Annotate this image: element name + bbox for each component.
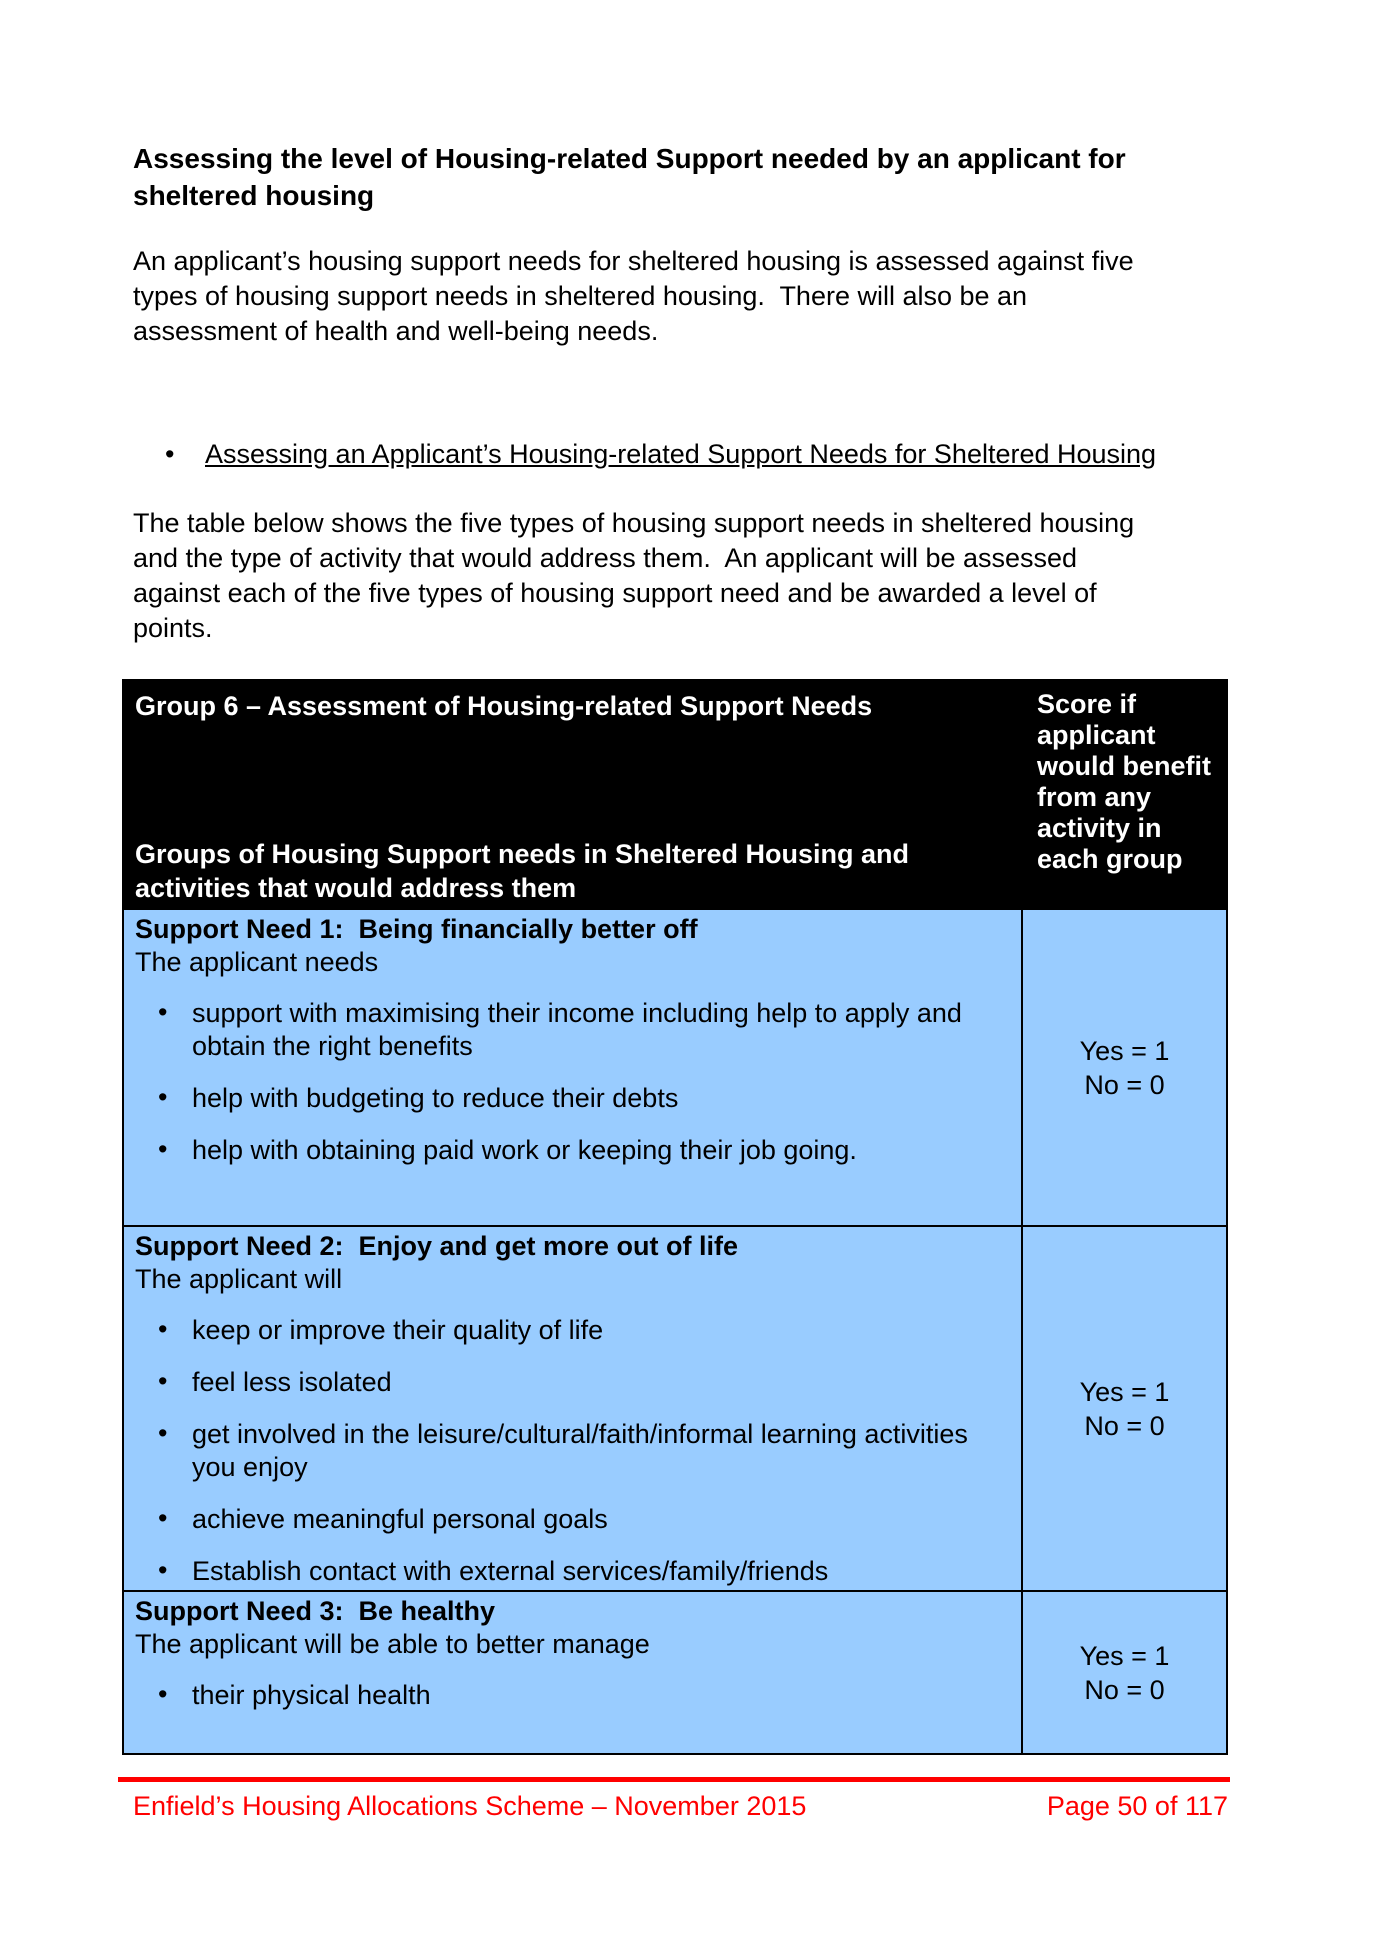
support-need-2-cell [124,1227,1023,1590]
bullet-marker-icon: • [158,1503,168,1533]
score-no: No = 0 [1084,1674,1165,1705]
score-cell [1023,1227,1226,1590]
support-need-title: Support Need 2: Enjoy and get more out of life [135,1231,739,1261]
score-cell [1023,910,1226,1225]
bullet-item [135,1555,993,1588]
table-header-row [124,681,1226,908]
bullet-item [135,1082,993,1115]
bullet-item [135,1503,993,1536]
footer-page-number: Page 50 of 117 [1046,1791,1228,1821]
bullet-text: support with maximising their income including help to apply and obtain the right benefits [192,998,962,1061]
intro-paragraph: An applicant’s housing support needs for sheltered housing is assessed against five types of housing support needs in sheltered housing. There will also be an assessment of health and well-being needs. [133,246,1142,346]
support-need-bullet-list [135,1679,993,1712]
bullet-marker-icon: • [158,1679,168,1709]
table-title: Group 6 – Assessment of Housing-related Support Needs [135,691,873,721]
score-yes: Yes = 1 [1079,1035,1170,1066]
bullet-text: feel less isolated [192,1367,392,1397]
support-need-title: Support Need 3: Be healthy [135,1596,496,1626]
bullet-text: Establish contact with external services/family/friends [192,1556,829,1586]
support-need-lead: The applicant will be able to better manage [135,1629,650,1659]
bullet-marker-icon: • [158,1082,168,1112]
bullet-text: help with budgeting to reduce their debts [192,1083,679,1113]
bullet-marker-icon: • [158,1134,168,1164]
bullet-text: get involved in the leisure/cultural/faith/informal learning activities you enjoy [192,1419,968,1482]
bullet-text: their physical health [192,1680,431,1710]
support-need-3-cell [124,1592,1023,1753]
table-row-support-need-1 [124,908,1226,1225]
page-footer [133,1789,1228,1823]
table-header-left-cell [124,681,1023,908]
footer-document-title: Enfield’s Housing Allocations Scheme – November 2015 [133,1791,807,1821]
bullet-text: help with obtaining paid work or keeping their job going. [192,1135,857,1165]
support-need-title: Support Need 1: Being financially better off [135,914,698,944]
bullet-text: achieve meaningful personal goals [192,1504,608,1534]
bullet-item [135,1134,993,1167]
bullet-item [135,1314,993,1347]
table-subtitle: Groups of Housing Support needs in Sheltered Housing and activities that would address them [135,839,910,903]
bullet-marker-icon: • [158,997,168,1027]
section-heading-text: Assessing an Applicant’s Housing-related Support Needs for Sheltered Housing [205,439,1157,469]
score-yes: Yes = 1 [1079,1640,1170,1671]
score-no: No = 0 [1084,1410,1165,1441]
bullet-marker-icon: • [158,1418,168,1448]
bullet-text: keep or improve their quality of life [192,1315,604,1345]
bullet-item [135,1679,993,1712]
support-need-lead: The applicant needs [135,947,379,977]
footer-divider-rule [118,1777,1230,1782]
group6-assessment-table [122,679,1228,1755]
support-need-1-cell [124,910,1023,1225]
bullet-marker-icon: • [158,1366,168,1396]
table-intro-paragraph: The table below shows the five types of housing support needs in sheltered housing and the type of activity that would address them. An applicant will be assessed against each of the five types of housing support need and be awarded a level of points. [133,508,1142,643]
bullet-item [135,1366,993,1399]
table-row-support-need-3 [124,1590,1226,1753]
bullet-item [135,1418,993,1484]
score-column-header: Score if applicant would benefit from any activity in each group [1037,689,1211,874]
bullet-item [135,997,993,1063]
score-yes: Yes = 1 [1079,1376,1170,1407]
bullet-marker-icon: • [158,1555,168,1585]
support-need-lead: The applicant will [135,1264,343,1294]
section-heading-bullet [133,437,1163,472]
bullet-marker-icon: • [165,439,175,469]
table-row-support-need-2 [124,1225,1226,1590]
support-need-bullet-list [135,997,993,1167]
page-heading: Assessing the level of Housing-related Support needed by an applicant for sheltered housing [133,143,1134,211]
bullet-marker-icon: • [158,1314,168,1344]
score-no: No = 0 [1084,1069,1165,1100]
score-cell [1023,1592,1226,1753]
support-need-bullet-list [135,1314,993,1588]
page-body-text [133,140,1163,646]
